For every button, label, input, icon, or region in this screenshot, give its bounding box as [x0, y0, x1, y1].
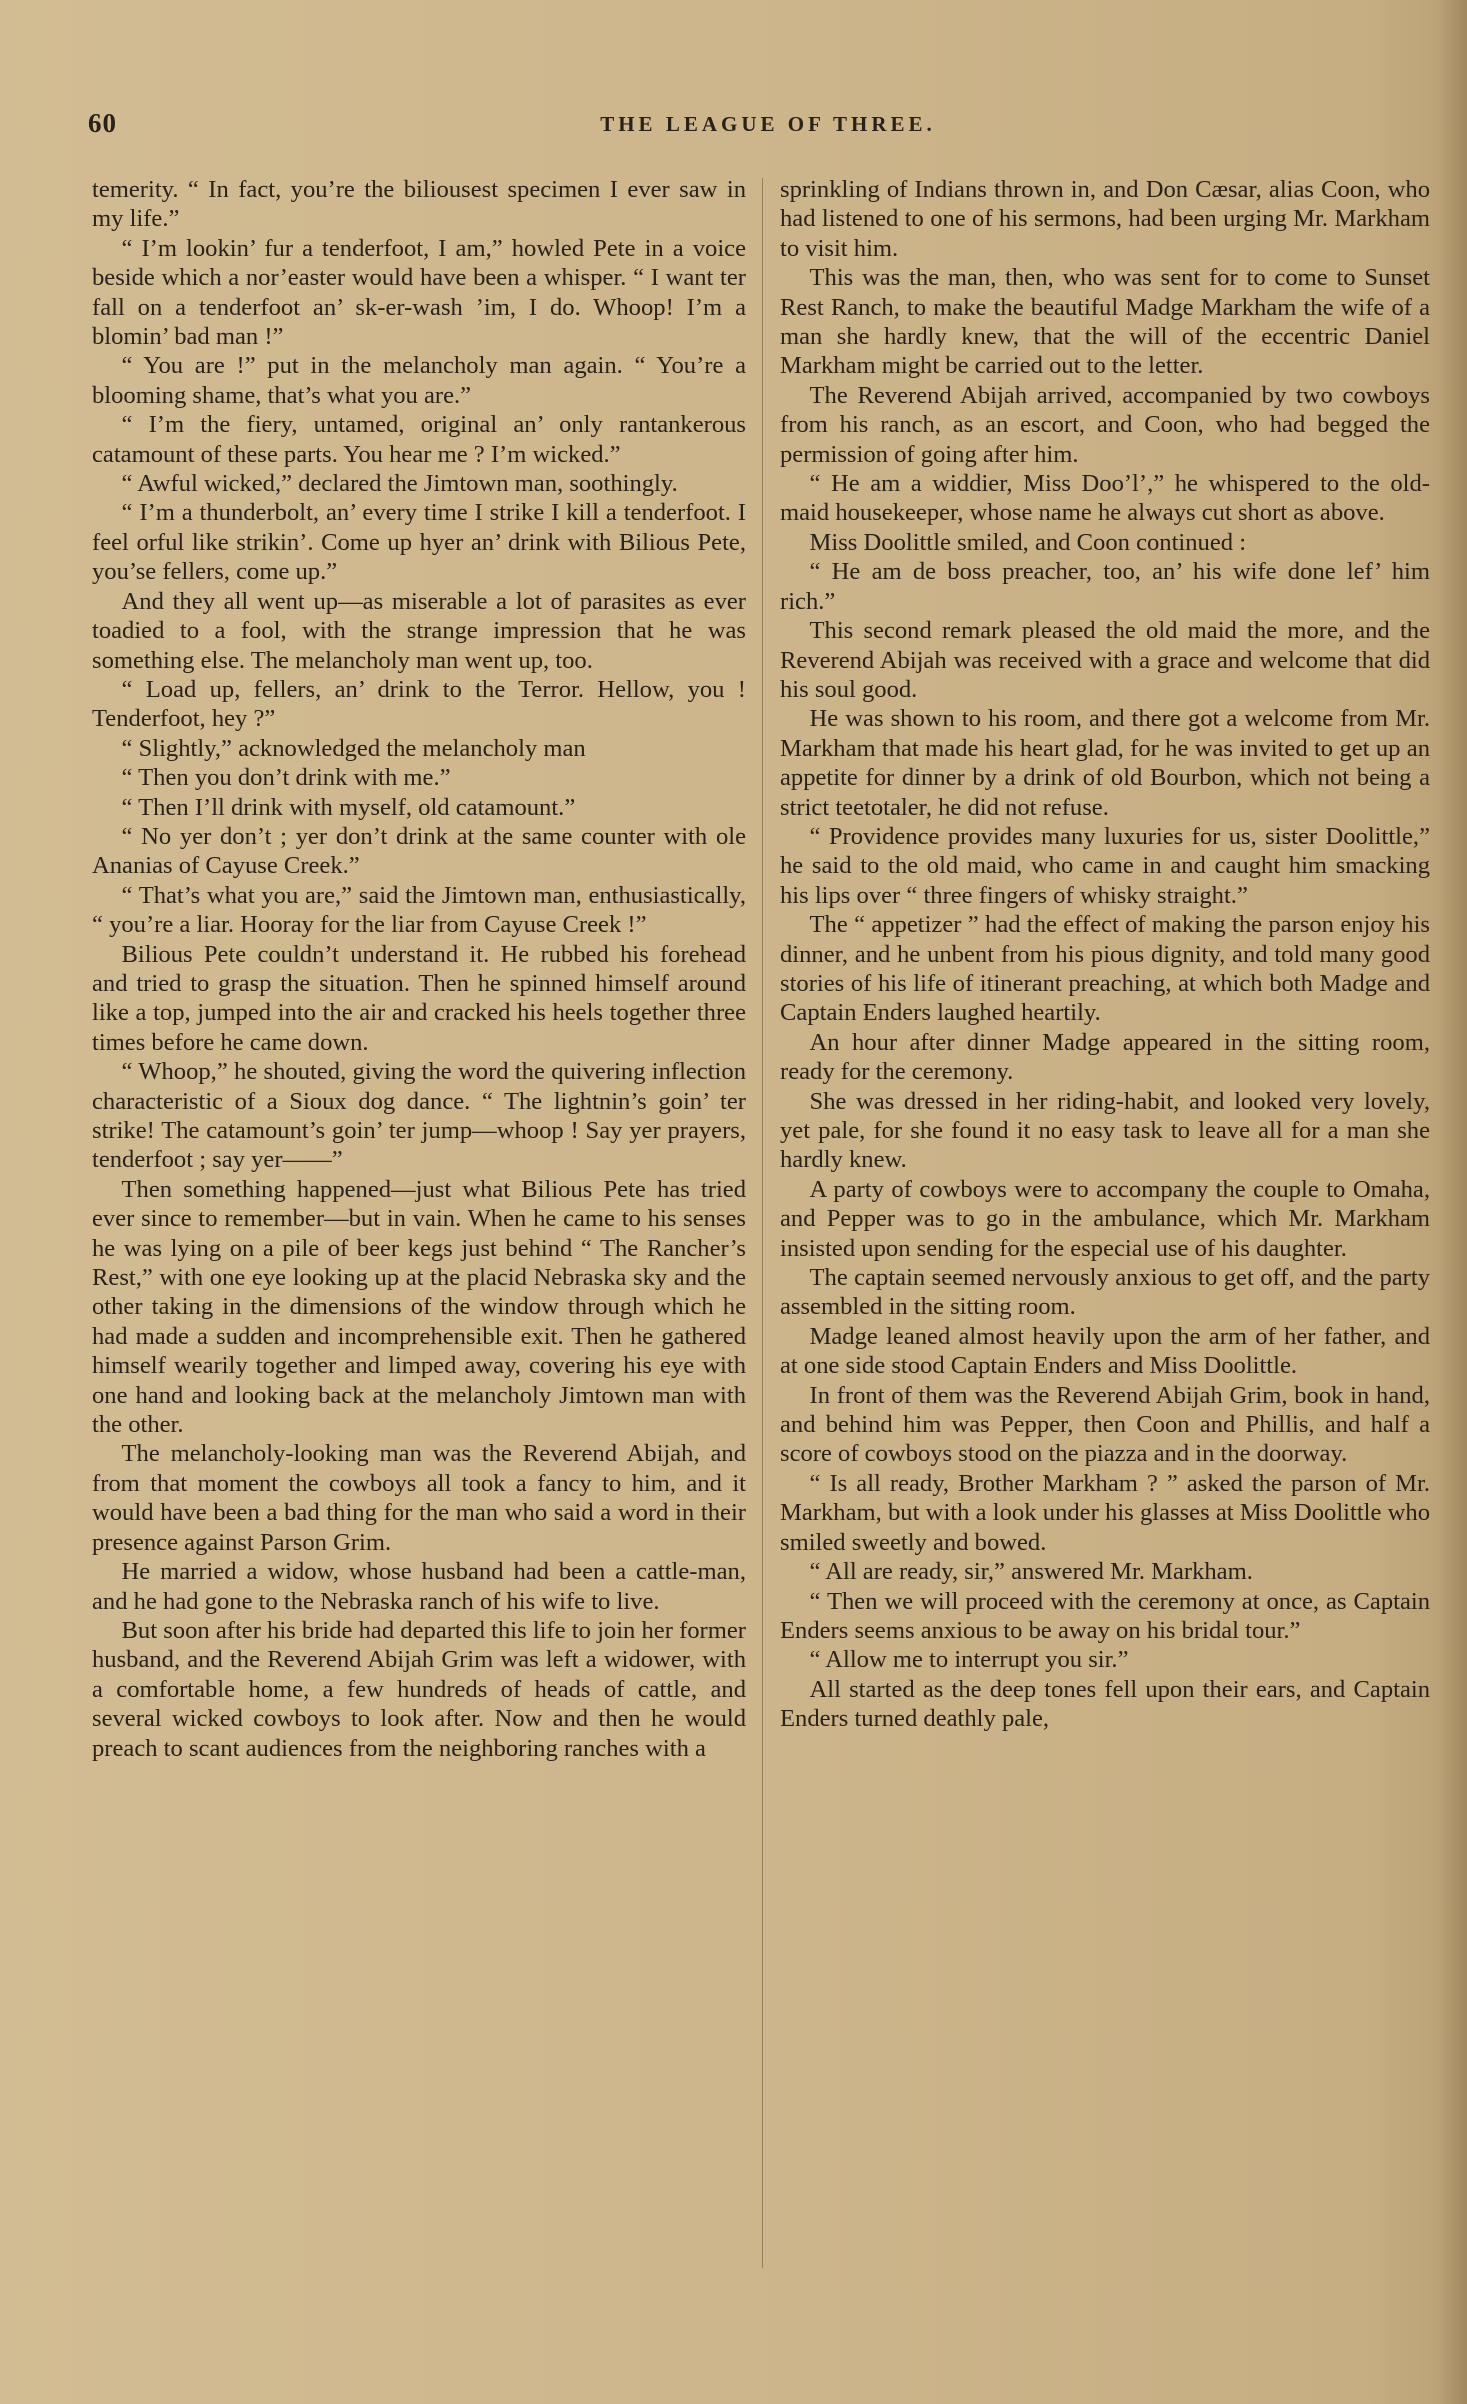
paragraph: Then something happened—just what Bilious Pete has tried ever since to remember—but in vain. When he came to his senses he was lying on a pile of beer kegs just behind “ The Rancher’s Rest,” with one eye looking up at the placid Nebraska sky and the other taking in the dimensions of the window through which he had made a sudden and incomprehensible exit. Then he gathered himself wearily together and limped away, covering his eye with one hand and looking back at the melancholy Jimtown man with the other.	[92, 1175, 746, 1439]
paragraph: Madge leaned almost heavily upon the arm of her father, and at one side stood Captain Enders and Miss Doolittle.	[780, 1322, 1430, 1380]
paragraph: “ Allow me to interrupt you sir.”	[809, 1646, 1129, 1674]
paragraph: “ Awful wicked,” declared the Jimtown man, soothingly.	[121, 470, 678, 498]
paragraph: “ No yer don’t ; yer don’t drink at the same counter with ole Ananias of Cayuse Creek.”	[92, 822, 746, 880]
paragraph: Bilious Pete couldn’t understand it. He rubbed his forehead and tried to grasp the situation. Then he spinned himself around like a top, jumped into the air and cracked his heels together three times before he came down.	[92, 940, 746, 1056]
left-column	[92, 175, 746, 2375]
paragraph: “ I’m a thunderbolt, an’ every time I strike I kill a tenderfoot. I feel orful like strikin’. Come up hyer an’ drink with Bilious Pete, you’se fellers, come up.”	[92, 499, 746, 586]
paragraph: In front of them was the Reverend Abijah Grim, book in hand, and behind him was Pepper, then Coon and Phillis, and half a score of cowboys stood on the piazza and in the doorway.	[780, 1381, 1430, 1468]
page-edge-shadow	[1437, 0, 1467, 2404]
paragraph: “ He am de boss preacher, too, an’ his wife done lef’ him rich.”	[780, 558, 1430, 615]
paragraph: “ You are !” put in the melancholy man again. “ You’re a blooming shame, that’s what you are.”	[92, 352, 746, 409]
paragraph: A party of cowboys were to accompany the couple to Omaha, and Pepper was to go in the ambulance, which Mr. Markham insisted upon sending for the especial use of his daughter.	[780, 1175, 1430, 1262]
paragraph: “ Is all ready, Brother Markham ? ” asked the parson of Mr. Markham, but with a look under his glasses at Miss Doolittle who smiled sweetly and bowed.	[780, 1469, 1430, 1556]
paragraph: Miss Doolittle smiled, and Coon continued :	[809, 528, 1247, 556]
paragraph: “ That’s what you are,” said the Jimtown man, enthusiastically, “ you’re a liar. Hooray for the liar from Cayuse Creek !”	[92, 881, 746, 939]
paragraph: sprinkling of Indians thrown in, and Don Cæsar, alias Coon, who had listened to one of his sermons, had been urging Mr. Markham to visit him.	[780, 176, 1430, 262]
paragraph: The “ appetizer ” had the effect of making the parson enjoy his dinner, and he unbent from his pious dignity, and told many good stories of his life of itinerant preaching, at which both Madge and Captain Enders laughed heartily.	[780, 911, 1430, 1027]
paragraph: This was the man, then, who was sent for to come to Sunset Rest Ranch, to make the beautiful Madge Markham the wife of a man she hardly knew, that the will of the eccentric Daniel Markham might be carried out to the letter.	[780, 264, 1430, 380]
paragraph: An hour after dinner Madge appeared in the sitting room, ready for the ceremony.	[780, 1028, 1430, 1086]
page-number: 60	[88, 108, 117, 138]
paragraph: “ Providence provides many luxuries for us, sister Doolittle,” he said to the old maid, who came in and caught him smacking his lips over “ three fingers of whisky straight.”	[780, 822, 1430, 909]
paragraph: He was shown to his room, and there got a welcome from Mr. Markham that made his heart glad, for he was invited to get up an appetite for dinner by a drink of old Bourbon, which not being a strict teetotaler, he did not refuse.	[780, 705, 1430, 821]
paragraph: This second remark pleased the old maid the more, and the Reverend Abijah was received with a grace and welcome that did his soul good.	[780, 617, 1430, 703]
paragraph: But soon after his bride had departed this life to join her former husband, and the Reverend Abijah Grim was left a widower, with a comfortable home, a few hundreds of heads of cattle, and several wicked cowboys to look after. Now and then he would preach to scant audiences from the neighboring ranches with a	[92, 1616, 746, 1762]
paragraph: “ Load up, fellers, an’ drink to the Terror. Hellow, you ! Tenderfoot, hey ?”	[92, 675, 746, 733]
column-divider	[762, 178, 763, 2268]
paragraph: “ He am a widdier, Miss Doo’l’,” he whispered to the old-maid housekeeper, whose name he always cut short as above.	[780, 470, 1430, 527]
paragraph: The melancholy-looking man was the Reverend Abijah, and from that moment the cowboys all took a fancy to him, and it would have been a bad thing for the man who said a word in their presence against Parson Grim.	[92, 1440, 746, 1556]
right-column	[780, 175, 1430, 2375]
paragraph: “ All are ready, sir,” answered Mr. Markham.	[809, 1558, 1253, 1586]
paragraph: “ Whoop,” he shouted, giving the word the quivering inflection characteristic of a Sioux dog dance. “ The lightnin’s goin’ ter strike! The catamount’s goin’ ter jump—whoop ! Say yer prayers, tenderfoot ; say yer——”	[92, 1058, 746, 1174]
paragraph: The captain seemed nervously anxious to get off, and the party assembled in the sitting room.	[780, 1264, 1430, 1321]
paragraph: All started as the deep tones fell upon their ears, and Captain Enders turned deathly pale,	[780, 1675, 1430, 1733]
running-title: THE LEAGUE OF THREE.	[600, 112, 936, 136]
paragraph: “ I’m the fiery, untamed, original an’ only rantankerous catamount of these parts. You hear me ? I’m wicked.”	[92, 411, 746, 468]
paragraph: “ Then you don’t drink with me.”	[121, 764, 451, 792]
paragraph: “ Then I’ll drink with myself, old catamount.”	[121, 793, 576, 821]
paragraph: “ Then we will proceed with the ceremony at once, as Captain Enders seems anxious to be away on his bridal tour.”	[780, 1587, 1430, 1644]
paragraph: “ I’m lookin’ fur a tenderfoot, I am,” howled Pete in a voice beside which a nor’easter would have been a whisper. “ I want ter fall on a tenderfoot an’ sk-er-wash ’im, I do. Whoop! I’m a blomin’ bad man !”	[92, 234, 746, 351]
paragraph: The Reverend Abijah arrived, accompanied by two cowboys from his ranch, as an escort, and Coon, who had begged the permission of going after him.	[780, 381, 1430, 468]
paragraph: “ Slightly,” acknowledged the melancholy man	[121, 734, 586, 762]
paragraph: temerity. “ In fact, you’re the biliousest specimen I ever saw in my life.”	[92, 176, 746, 233]
page-header	[88, 108, 1448, 148]
paragraph: She was dressed in her riding-habit, and looked very lovely, yet pale, for she found it no easy task to leave all for a man she hardly knew.	[780, 1087, 1430, 1174]
paragraph: And they all went up—as miserable a lot of parasites as ever toadied to a fool, with the strange impression that he was something else. The melancholy man went up, too.	[92, 587, 746, 674]
paragraph: He married a widow, whose husband had been a cattle-man, and he had gone to the Nebraska ranch of his wife to live.	[92, 1558, 746, 1615]
